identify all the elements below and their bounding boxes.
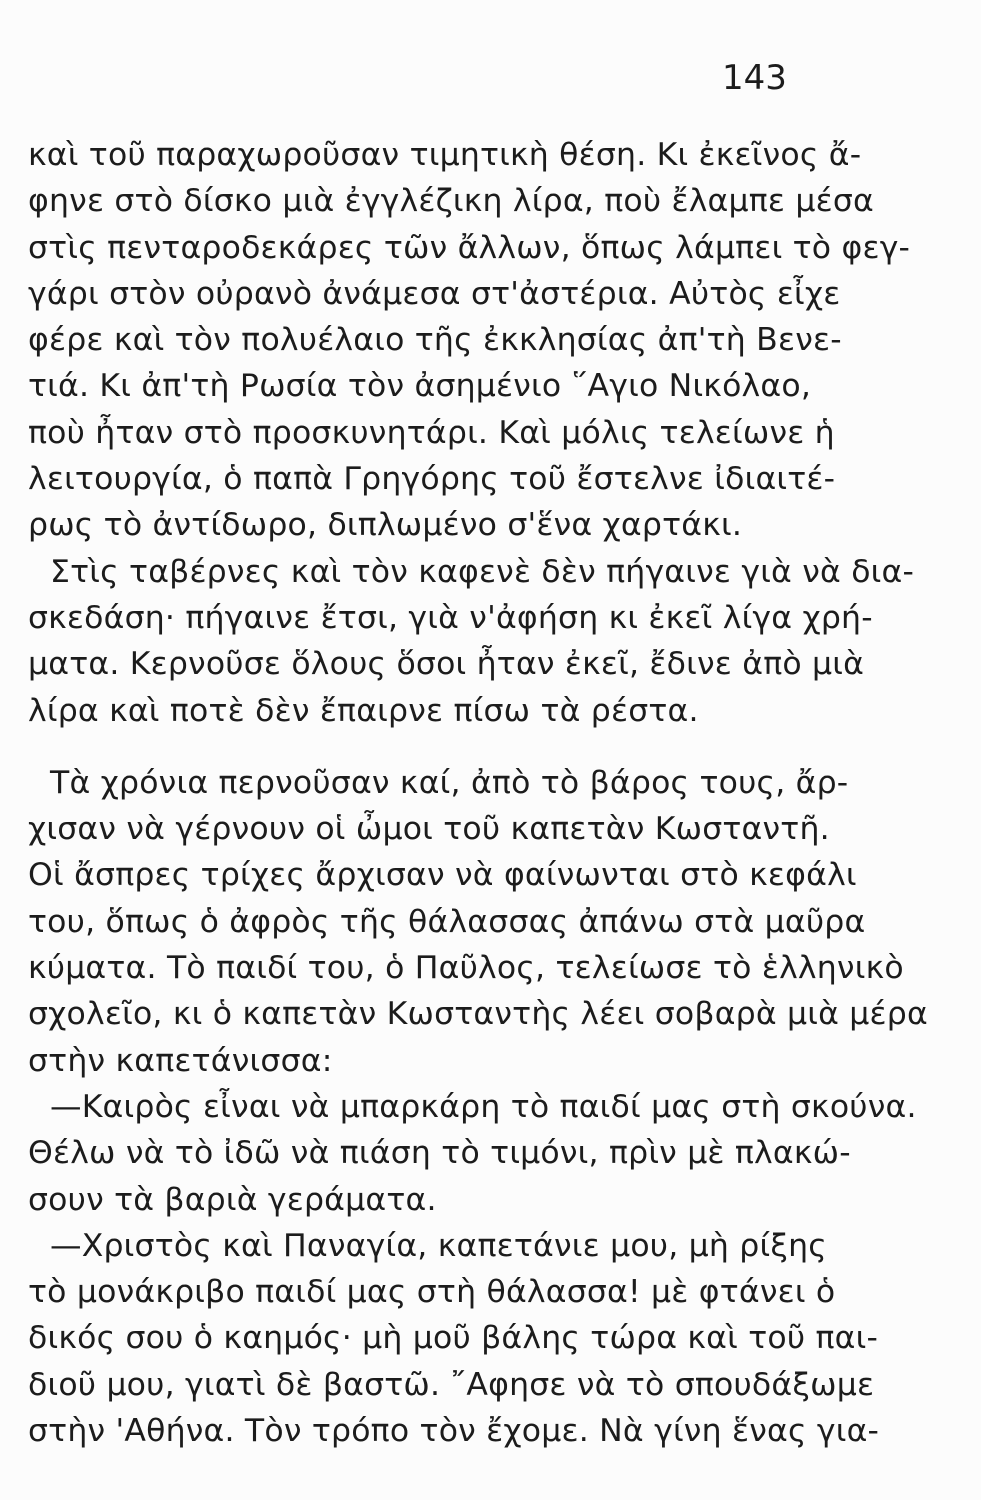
text-line: καὶ τοῦ παραχωροῦσαν τιμητικὴ θέση. Κι ἐκεῖνος ἄ- bbox=[28, 137, 862, 173]
text-line: σχολεῖο, κι ὁ καπετὰν Κωσταντὴς λέει σοβαρὰ μιὰ μέρα bbox=[28, 996, 928, 1033]
paragraph bbox=[28, 1223, 958, 1454]
text-line: ρως τὸ ἀντίδωρο, διπλωμένο σ'ἕνα χαρτάκι. bbox=[28, 507, 743, 544]
text-line: —Καιρὸς εἶναι νὰ μπαρκάρη τὸ παιδί μας στὴ σκούνα. bbox=[50, 1088, 917, 1125]
text-line: —Χριστὸς καὶ Παναγία, καπετάνιε μου, μὴ ρίξης bbox=[50, 1227, 827, 1264]
page-number: 143 bbox=[722, 58, 787, 98]
text-line: σκεδάση· πήγαινε ἔτσι, γιὰ ν'ἀφήση κι ἐκεῖ λίγα χρή- bbox=[28, 599, 873, 636]
text-line: φηνε στὸ δίσκο μιὰ ἐγγλέζικη λίρα, ποὺ ἔλαμπε μέσα bbox=[28, 183, 874, 220]
text-line: τιά. Κι ἀπ'τὴ Ρωσία τὸν ἀσημένιο ῞Αγιο Νικόλαο, bbox=[28, 368, 812, 405]
paragraph-gap bbox=[28, 734, 958, 760]
text-line: τὸ μονάκριβο παιδί μας στὴ θάλασσα! μὲ φτάνει ὁ bbox=[28, 1274, 836, 1311]
text-line: γάρι στὸν οὐρανὸ ἀνάμεσα στ'ἀστέρια. Αὐτὸς εἶχε bbox=[28, 275, 841, 312]
paragraph bbox=[28, 132, 958, 549]
text-line: Θέλω νὰ τὸ ἰδῶ νὰ πιάση τὸ τιμόνι, πρὶν μὲ πλακώ- bbox=[28, 1135, 851, 1172]
paragraph bbox=[28, 760, 958, 1084]
text-line: Στὶς ταβέρνες καὶ τὸν καφενὲ δὲν πήγαινε γιὰ νὰ δια- bbox=[50, 553, 915, 590]
text-line: χισαν νὰ γέρνουν οἱ ὦμοι τοῦ καπετὰν Κωσταντῆ. bbox=[28, 811, 830, 848]
text-line: Τὰ χρόνια περνοῦσαν καί, ἀπὸ τὸ βάρος τους, ἄρ- bbox=[50, 764, 849, 801]
text-line: φέρε καὶ τὸν πολυέλαιο τῆς ἐκκλησίας ἀπ'τὴ Βενε- bbox=[28, 322, 842, 359]
text-line: δικός σου ὁ καημός· μὴ μοῦ βάλης τώρα καὶ τοῦ παι- bbox=[28, 1320, 879, 1357]
text-line: λίρα καὶ ποτὲ δὲν ἔπαιρνε πίσω τὰ ρέστα. bbox=[28, 692, 699, 729]
text-line: κύματα. Τὸ παιδί του, ὁ Παῦλος, τελείωσε τὸ ἑλληνικὸ bbox=[28, 950, 904, 987]
text-line: λειτουργία, ὁ παπὰ Γρηγόρης τοῦ ἔστελνε ἰδιαιτέ- bbox=[28, 461, 836, 498]
text-line: διοῦ μου, γιατὶ δὲ βαστῶ. ῎Αφησε νὰ τὸ σπουδάξωμε bbox=[28, 1366, 875, 1403]
text-line: στὴν καπετάνισσα: bbox=[28, 1042, 333, 1079]
text-line: Οἱ ἄσπρες τρίχες ἄρχισαν νὰ φαίνωνται στὸ κεφάλι bbox=[28, 857, 857, 894]
text-line: σουν τὰ βαριὰ γεράματα. bbox=[28, 1181, 437, 1218]
text-line: στὶς πενταροδεκάρες τῶν ἄλλων, ὅπως λάμπει τὸ φεγ- bbox=[28, 229, 911, 266]
paragraph bbox=[28, 549, 958, 734]
text-line: ποὺ ἦταν στὸ προσκυνητάρι. Καὶ μόλις τελείωνε ἡ bbox=[28, 414, 835, 451]
paragraph bbox=[28, 1084, 958, 1223]
body-text bbox=[28, 132, 958, 1454]
text-line: στὴν 'Αθήνα. Τὸν τρόπο τὸν ἔχομε. Νὰ γίνη ἕνας για- bbox=[28, 1413, 880, 1450]
text-line: ματα. Κερνοῦσε ὅλους ὅσοι ἦταν ἐκεῖ, ἔδινε ἀπὸ μιὰ bbox=[28, 646, 865, 683]
text-line: του, ὅπως ὁ ἀφρὸς τῆς θάλασσας ἀπάνω στὰ μαῦρα bbox=[28, 903, 866, 940]
